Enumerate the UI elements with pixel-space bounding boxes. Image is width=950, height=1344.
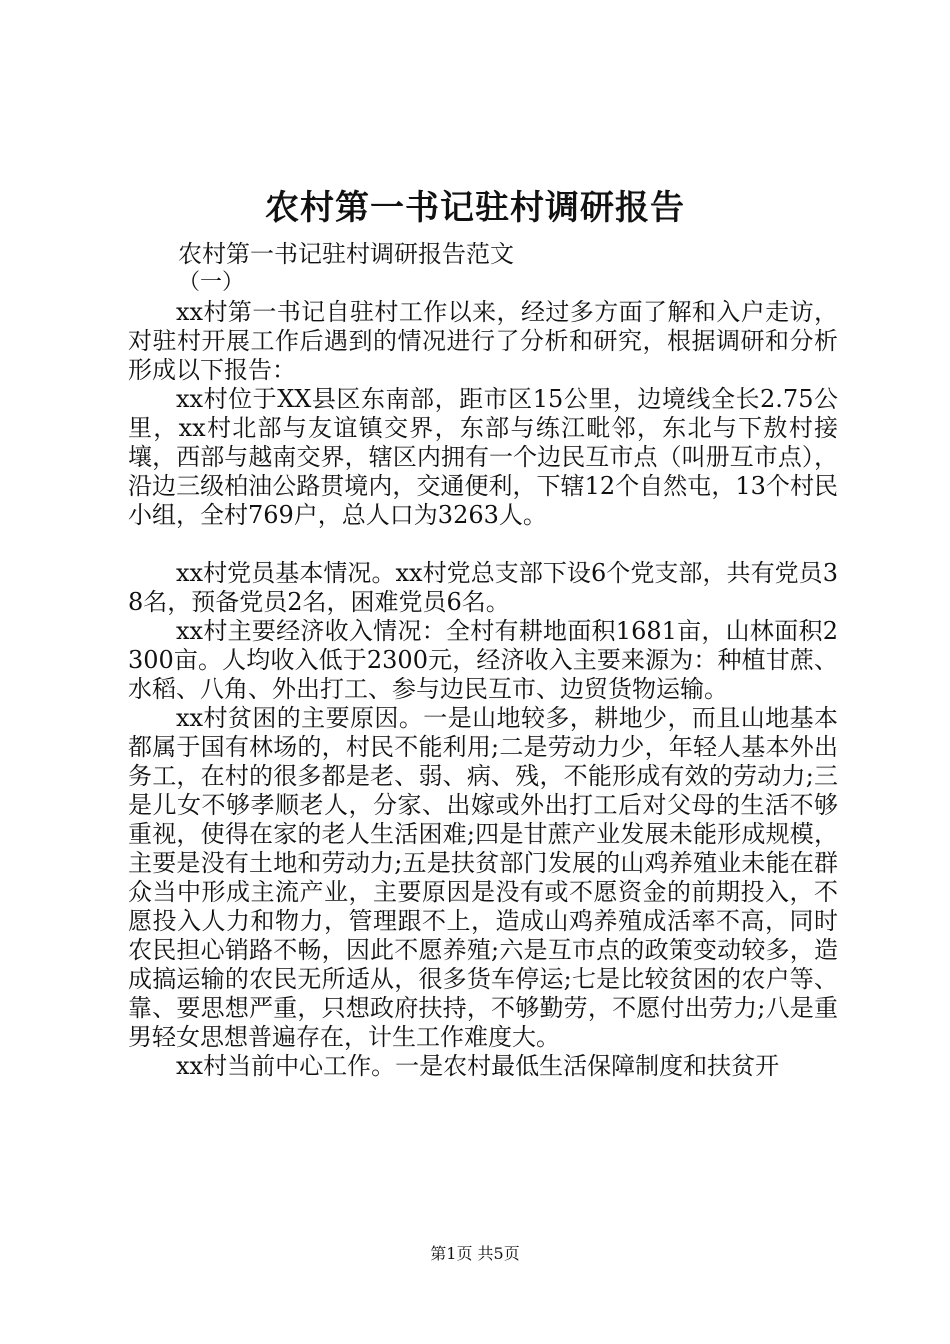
paragraph-location: xx村位于XX县区东南部，距市区15公里，边境线全长2.75公里，xx村北部与友谊镇交界，东部与练江毗邻，东北与下敖村接壤，西部与越南交界，辖区内拥有一个边民互市点（叫册互市点），沿边三级柏油公路贯境内，交通便利，下辖12个自然屯，13个村民小组，全村769户，总人口为3263人。 — [128, 385, 838, 529]
document-subtitle: 农村第一书记驻村调研报告范文 — [178, 240, 514, 268]
page-footer: 第1页 共5页 — [430, 1244, 520, 1263]
paragraph-party-members: xx村党员基本情况。xx村党总支部下设6个党支部，共有党员38名，预备党员2名，困难党员6名。 — [128, 559, 838, 616]
document-body — [128, 298, 838, 1081]
paragraph-intro: xx村第一书记自驻村工作以来，经过多方面了解和入户走访，对驻村开展工作后遇到的情况进行了分析和研究，根据调研和分析形成以下报告： — [128, 298, 838, 384]
paragraph-central-work: xx村当前中心工作。一是农村最低生活保障制度和扶贫开 — [176, 1052, 780, 1080]
document-title: 农村第一书记驻村调研报告 — [265, 188, 685, 228]
section-number: （一） — [178, 270, 245, 295]
paragraph-economy: xx村主要经济收入情况：全村有耕地面积1681亩，山林面积2300亩。人均收入低于2300元，经济收入主要来源为：种植甘蔗、水稻、八角、外出打工、参与边民互市、边贸货物运输。 — [128, 617, 838, 703]
paragraph-poverty-causes: xx村贫困的主要原因。一是山地较多，耕地少，而且山地基本都属于国有林场的，村民不能利用;二是劳动力少，年轻人基本外出务工，在村的很多都是老、弱、病、残，不能形成有效的劳动力;三是儿女不够孝顺老人，分家、出嫁或外出打工后对父母的生活不够重视，使得在家的老人生活困难;四是甘蔗产业发展未能形成规模，主要是没有土地和劳动力;五是扶贫部门发展的山鸡养殖业未能在群众当中形成主流产业，主要原因是没有或不愿资金的前期投入，不愿投入人力和物力，管理跟不上，造成山鸡养殖成活率不高，同时农民担心销路不畅，因此不愿养殖;六是互市点的政策变动较多，造成搞运输的农民无所适从，很多货车停运;七是比较贫困的农户等、靠、要思想严重，只想政府扶持，不够勤劳，不愿付出劳力;八是重男轻女思想普遍存在，计生工作难度大。 — [128, 704, 838, 1051]
